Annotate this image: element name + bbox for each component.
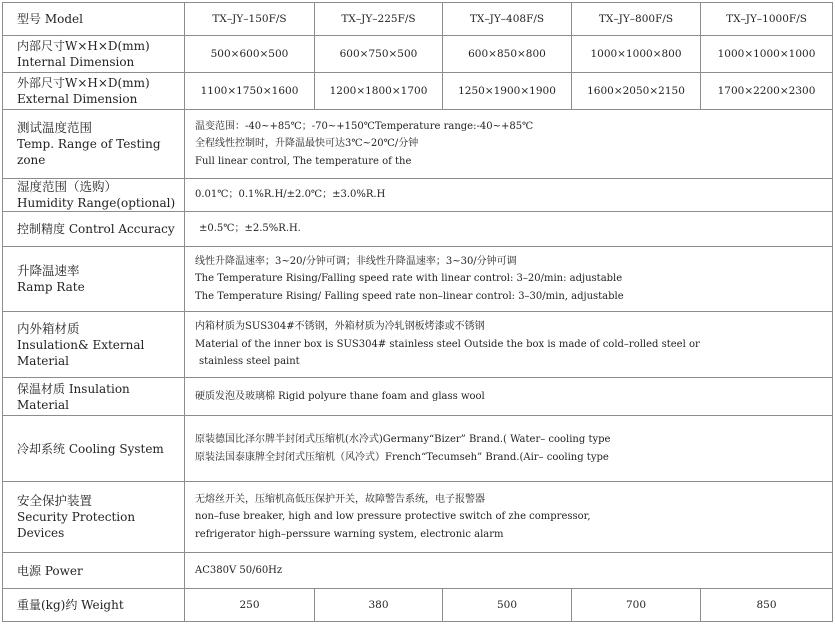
- weight-value: 500: [443, 589, 572, 622]
- ramp-rate-label: [3, 247, 185, 312]
- insulation-row: [3, 378, 833, 416]
- weight-label: 重量(kg)约 Weight: [3, 589, 185, 622]
- model-408: TX–JY–408F/S: [443, 3, 572, 36]
- model-225: TX–JY–225F/S: [315, 3, 443, 36]
- model-800: TX–JY–800F/S: [572, 3, 701, 36]
- spec-table: [2, 2, 833, 622]
- material-label-en: Insulation& External Material: [17, 337, 145, 368]
- security-desc: [185, 482, 833, 553]
- ramp-rate-line: The Temperature Rising/Falling speed rate with linear control: 3–20/min: adjustable: [195, 273, 623, 285]
- cooling-line: 原装法国泰康牌全封闭式压缩机（风冷式）French“Tecumseh” Brand.(Air– cooling type: [195, 451, 609, 463]
- control-accuracy-desc: [185, 212, 833, 247]
- temp-range-line: Full linear control, The temperature of the: [195, 155, 412, 167]
- insulation-desc: 硬质发泡及玻璃棉 Rigid polyure thane foam and glass wool: [185, 378, 833, 416]
- temp-range-label-en: Temp. Range of Testing zone: [17, 137, 161, 167]
- control-accuracy-label: 控制精度 Control Accuracy: [3, 212, 185, 247]
- security-row: [3, 482, 833, 553]
- external-dimension-label-en: External Dimension: [17, 92, 138, 106]
- cooling-line: 原装德国比泽尔牌半封闭式压缩机(水冷式)Germany“Bizer” Brand.( Water– cooling type: [195, 434, 611, 445]
- temp-range-desc: [185, 110, 833, 179]
- material-row: [3, 312, 833, 378]
- ramp-rate-label-zh: 升降温速率: [17, 263, 80, 278]
- external-dimension-value: 1700×2200×2300: [701, 73, 833, 110]
- temp-range-label: [3, 110, 185, 179]
- insulation-label: 保温材质 Insulation Material: [3, 378, 185, 416]
- weight-value: 250: [185, 589, 315, 622]
- internal-dimension-label-en: Internal Dimension: [17, 55, 135, 69]
- security-line: refrigerator high–perssure warning system, electronic alarm: [195, 528, 504, 540]
- power-row: [3, 553, 833, 589]
- model-label: 型号 Model: [3, 3, 185, 36]
- power-desc: AC380V 50/60Hz: [185, 553, 833, 589]
- external-dimension-label: [3, 73, 185, 110]
- model-150: TX–JY–150F/S: [185, 3, 315, 36]
- ramp-rate-row: [3, 247, 833, 312]
- humidity-desc: 0.01℃；0.1%R.H/±2.0℃；±3.0%R.H: [185, 179, 833, 212]
- cooling-row: [3, 416, 833, 482]
- material-label-zh: 内外箱材质: [17, 320, 80, 336]
- internal-dimension-value: 600×750×500: [315, 36, 443, 73]
- ramp-rate-desc: [185, 247, 833, 312]
- temp-range-label-zh: 测试温度范围: [17, 120, 93, 135]
- security-label-zh: 安全保护装置: [17, 493, 93, 508]
- security-label: [3, 482, 185, 553]
- control-accuracy-text: ±0.5℃；±2.5%R.H.: [199, 223, 301, 235]
- material-line: Material of the inner box is SUS304# stainless steel Outside the box is made of cold–rolled steel or: [195, 338, 700, 350]
- ramp-rate-line: 线性升降温速率；3~20/分钟可调；非线性升降温速率；3~30/分钟可调: [195, 255, 517, 267]
- weight-value: 700: [572, 589, 701, 622]
- material-line: 内箱材质为SUS304#不锈钢，外箱材质为冷轧钢板烤漆或不锈钢: [195, 321, 485, 333]
- security-line: non–fuse breaker, high and low pressure protective switch of zhe compressor,: [195, 511, 591, 523]
- temp-range-line: 全程线性控制时，升降温最快可达3℃~20℃/分钟: [195, 138, 419, 150]
- external-dimension-value: 1100×1750×1600: [185, 73, 315, 110]
- external-dimension-value: 1600×2050×2150: [572, 73, 701, 110]
- model-1000: TX–JY–1000F/S: [701, 3, 833, 36]
- internal-dimension-value: 1000×1000×800: [572, 36, 701, 73]
- security-label-en: Security Protection Devices: [17, 510, 136, 540]
- humidity-row: [3, 179, 833, 212]
- internal-dimension-value: 600×850×800: [443, 36, 572, 73]
- cooling-label: 冷却系统 Cooling System: [3, 416, 185, 482]
- external-dimension-value: 1250×1900×1900: [443, 73, 572, 110]
- humidity-label-en: Humidity Range(optional): [17, 196, 176, 210]
- control-accuracy-row: [3, 212, 833, 247]
- material-line: stainless steel paint: [199, 356, 300, 368]
- security-line: 无熔丝开关，压缩机高低压保护开关，故障警告系统，电子报警器: [195, 493, 485, 505]
- weight-row: [3, 589, 833, 622]
- material-label: [3, 312, 185, 378]
- material-desc: [185, 312, 833, 378]
- power-label: 电源 Power: [3, 553, 185, 589]
- temp-range-row: [3, 110, 833, 179]
- model-row: [3, 3, 833, 36]
- temp-range-line: 温变范围：-40~+85℃；-70~+150℃Temperature range:-40~+85℃: [195, 120, 534, 132]
- humidity-label: [3, 179, 185, 212]
- internal-dimension-label-zh: 内部尺寸W×H×D(mm): [17, 39, 150, 53]
- external-dimension-label-zh: 外部尺寸W×H×D(mm): [17, 76, 150, 90]
- internal-dimension-row: [3, 36, 833, 73]
- ramp-rate-line: The Temperature Rising/ Falling speed rate non–linear control: 3–30/min, adjustable: [195, 290, 624, 302]
- weight-value: 850: [701, 589, 833, 622]
- cooling-desc: [185, 416, 833, 482]
- internal-dimension-label: [3, 36, 185, 73]
- ramp-rate-label-en: Ramp Rate: [17, 280, 85, 294]
- internal-dimension-value: 1000×1000×1000: [701, 36, 833, 73]
- weight-value: 380: [315, 589, 443, 622]
- humidity-label-zh: 湿度范围（选购）: [17, 179, 118, 194]
- external-dimension-value: 1200×1800×1700: [315, 73, 443, 110]
- internal-dimension-value: 500×600×500: [185, 36, 315, 73]
- external-dimension-row: [3, 73, 833, 110]
